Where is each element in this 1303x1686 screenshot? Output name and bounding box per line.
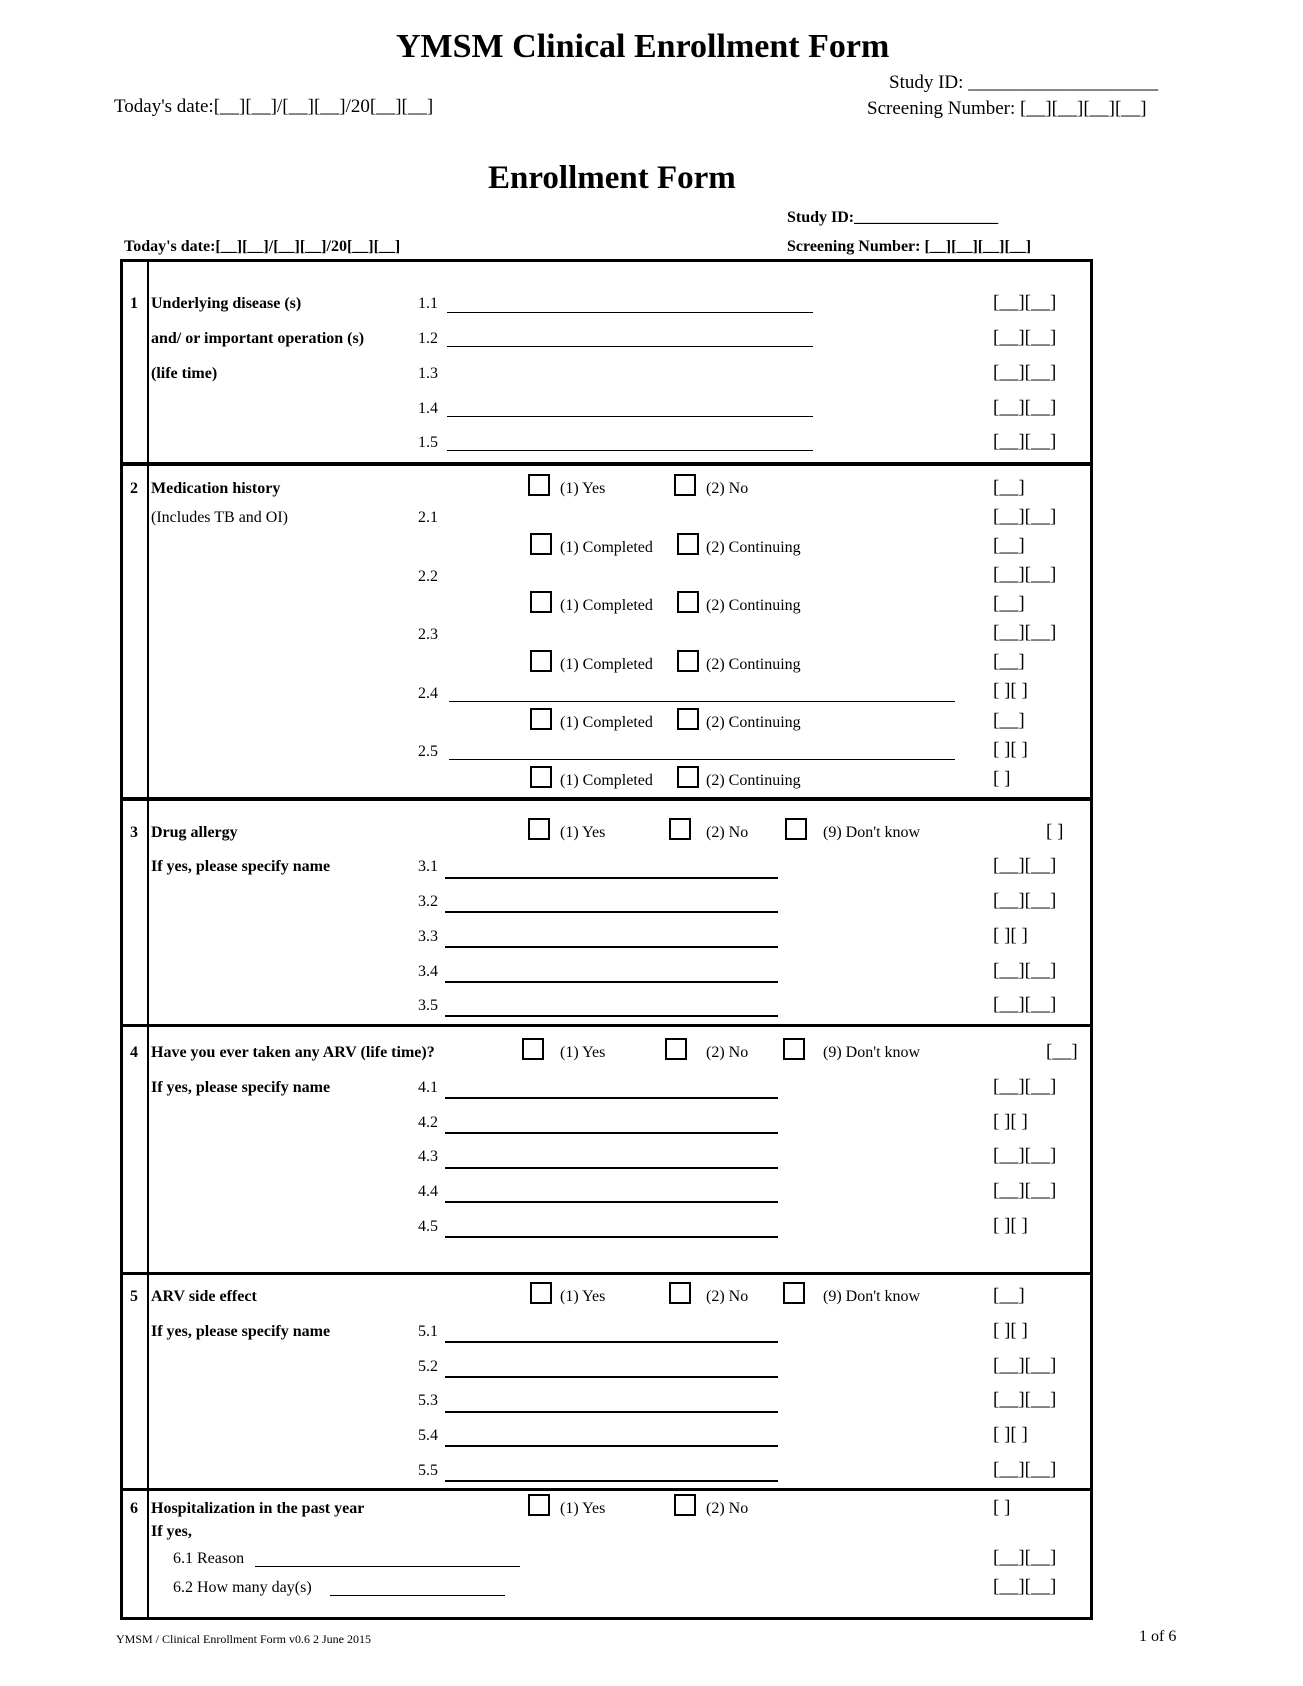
code-box[interactable]: [__][__] [993, 1180, 1057, 1201]
option-label: (1) Completed [560, 656, 653, 673]
item-number: 2.1 [418, 509, 438, 526]
code-box[interactable]: [__][__] [993, 890, 1057, 911]
item-5-2-field[interactable] [445, 1376, 778, 1378]
option-label: (1) Yes [560, 1044, 606, 1061]
section-number: 5 [130, 1288, 138, 1305]
code-box[interactable]: [__][__] [993, 292, 1057, 313]
section-number: 1 [130, 295, 138, 312]
item-number: 3.4 [418, 963, 438, 980]
section-label: Have you ever taken any ARV (life time)? [151, 1044, 435, 1061]
item-1-2-field[interactable] [447, 346, 813, 347]
code-box[interactable]: [ ] [993, 768, 1011, 789]
item-number: 1.4 [418, 400, 438, 417]
option-label: (1) Completed [560, 714, 653, 731]
code-box[interactable]: [__][__] [993, 564, 1057, 585]
continuing-checkbox[interactable] [677, 766, 699, 788]
section-number: 3 [130, 824, 138, 841]
code-box[interactable]: [__][__] [993, 431, 1057, 452]
page-number: 1 of 6 [1139, 1628, 1177, 1645]
item-3-2-field[interactable] [445, 911, 778, 913]
item-number: 1.5 [418, 434, 438, 451]
form-screening-number[interactable]: Screening Number: [__][__][__][__] [787, 238, 1032, 255]
section-label: ARV side effect [151, 1288, 257, 1305]
item-number: 2.4 [418, 685, 438, 702]
item-label: 6.2 How many day(s) [173, 1579, 312, 1596]
code-box[interactable]: [ ][ ] [993, 925, 1028, 946]
option-label: (9) Don't know [823, 1288, 921, 1305]
item-4-5-field[interactable] [445, 1236, 778, 1238]
section-divider [120, 1024, 1093, 1027]
code-box[interactable]: [__][__] [993, 622, 1057, 643]
item-4-2-field[interactable] [445, 1132, 778, 1134]
dont-know-checkbox[interactable] [785, 818, 807, 840]
completed-checkbox[interactable] [530, 591, 552, 613]
section-label: (life time) [151, 365, 218, 382]
code-box[interactable]: [ ][ ] [993, 680, 1028, 701]
option-label: (2) No [706, 480, 749, 497]
item-number: 4.4 [418, 1183, 438, 1200]
completed-checkbox[interactable] [530, 533, 552, 555]
option-label: (1) Yes [560, 1288, 606, 1305]
item-1-4-field[interactable] [447, 416, 813, 417]
code-box[interactable]: [__][__] [993, 960, 1057, 981]
item-3-3-field[interactable] [445, 946, 778, 948]
continuing-checkbox[interactable] [677, 591, 699, 613]
item-number: 1.2 [418, 330, 438, 347]
code-box[interactable]: [__] [993, 651, 1025, 672]
item-number: 4.1 [418, 1079, 438, 1096]
item-number: 5.5 [418, 1462, 438, 1479]
item-label: 6.1 Reason [173, 1550, 245, 1567]
footer-version: YMSM / Clinical Enrollment Form v0.6 2 June 2015 [116, 1632, 371, 1646]
option-label: (1) Completed [560, 772, 653, 789]
option-label: (2) Continuing [706, 714, 801, 731]
document-title: YMSM Clinical Enrollment Form [396, 28, 890, 65]
item-number: 3.3 [418, 928, 438, 945]
item-4-3-field[interactable] [445, 1167, 778, 1169]
item-number: 5.4 [418, 1427, 438, 1444]
section-label: If yes, please specify name [151, 858, 331, 875]
code-box[interactable]: [__] [993, 477, 1025, 498]
section-label: If yes, please specify name [151, 1323, 331, 1340]
code-box[interactable]: [__][__] [993, 1576, 1057, 1597]
section-number: 6 [130, 1500, 138, 1517]
section-number: 4 [130, 1044, 138, 1061]
option-label: (2) No [706, 824, 749, 841]
continuing-checkbox[interactable] [677, 650, 699, 672]
continuing-checkbox[interactable] [677, 708, 699, 730]
completed-checkbox[interactable] [530, 650, 552, 672]
section-number: 2 [130, 480, 138, 497]
code-box[interactable]: [__] [993, 710, 1025, 731]
code-box[interactable]: [ ][ ] [993, 739, 1028, 760]
option-label: (2) Continuing [706, 656, 801, 673]
dont-know-checkbox[interactable] [783, 1038, 805, 1060]
form-study-id[interactable]: Study ID:__________________ [787, 209, 999, 226]
item-number: 2.5 [418, 743, 438, 760]
answer-code-box[interactable]: [ ] [1046, 821, 1064, 842]
code-box[interactable]: [__][__] [993, 1459, 1057, 1480]
continuing-checkbox[interactable] [677, 533, 699, 555]
section-divider [120, 462, 1093, 466]
section-divider [120, 797, 1093, 801]
item-number: 5.3 [418, 1392, 438, 1409]
item-2-4-field[interactable] [449, 701, 955, 702]
option-label: (2) Continuing [706, 597, 801, 614]
no-checkbox[interactable] [674, 1494, 696, 1516]
no-checkbox[interactable] [665, 1038, 687, 1060]
section-label: If yes, [151, 1523, 192, 1540]
option-label: (2) No [706, 1500, 749, 1517]
no-checkbox[interactable] [669, 818, 691, 840]
item-number: 2.2 [418, 568, 438, 585]
form-todays-date[interactable]: Today's date:[__][__]/[__][__]/20[__][__] [124, 238, 401, 255]
code-box[interactable]: [ ][ ] [993, 1424, 1028, 1445]
code-box[interactable]: [__][__] [993, 1076, 1057, 1097]
code-box[interactable]: [__] [993, 593, 1025, 614]
item-2-5-field[interactable] [449, 759, 955, 760]
item-number: 3.2 [418, 893, 438, 910]
yes-checkbox[interactable] [528, 818, 550, 840]
no-checkbox[interactable] [674, 474, 696, 496]
section-divider [120, 1488, 1093, 1491]
code-box[interactable]: [__][__] [993, 1389, 1057, 1410]
code-box[interactable]: [ ][ ] [993, 1215, 1028, 1236]
item-3-5-field[interactable] [445, 1015, 778, 1017]
code-box[interactable]: [__][__] [993, 855, 1057, 876]
item-3-4-field[interactable] [445, 981, 778, 983]
option-label: (2) Continuing [706, 539, 801, 556]
section-label: Drug allergy [151, 824, 238, 841]
header-study-id[interactable]: Study ID: ____________________ [889, 72, 1159, 93]
option-label: (1) Yes [560, 1500, 606, 1517]
item-1-5-field[interactable] [447, 450, 813, 451]
code-box[interactable]: [__][__] [993, 994, 1057, 1015]
yes-checkbox[interactable] [528, 1494, 550, 1516]
code-box[interactable]: [__][__] [993, 506, 1057, 527]
item-number: 2.3 [418, 626, 438, 643]
section-label: Underlying disease (s) [151, 295, 302, 312]
table-bottom-border [120, 1617, 1093, 1620]
answer-code-box[interactable]: [__] [1046, 1041, 1078, 1062]
item-number: 3.5 [418, 997, 438, 1014]
section-label: Hospitalization in the past year [151, 1500, 365, 1517]
item-number: 4.3 [418, 1148, 438, 1165]
item-5-1-field[interactable] [445, 1341, 778, 1343]
header-screening-number[interactable]: Screening Number: [__][__][__][__] [867, 98, 1147, 119]
yes-checkbox[interactable] [528, 474, 550, 496]
code-box[interactable]: [__] [993, 535, 1025, 556]
item-4-1-field[interactable] [445, 1097, 778, 1099]
item-number: 5.1 [418, 1323, 438, 1340]
yes-checkbox[interactable] [522, 1038, 544, 1060]
section-divider [120, 1272, 1093, 1275]
code-box[interactable]: [ ][ ] [993, 1111, 1028, 1132]
yes-checkbox[interactable] [530, 1282, 552, 1304]
option-label: (1) Yes [560, 480, 606, 497]
reason-field[interactable] [255, 1566, 520, 1567]
item-1-1-field[interactable] [447, 312, 813, 313]
code-box[interactable]: [__][__] [993, 1145, 1057, 1166]
code-box[interactable]: [__][__] [993, 1355, 1057, 1376]
item-number: 4.5 [418, 1218, 438, 1235]
section-label: Medication history [151, 480, 281, 497]
option-label: (1) Completed [560, 597, 653, 614]
code-box[interactable]: [__][__] [993, 1547, 1057, 1568]
option-label: (1) Yes [560, 824, 606, 841]
item-number: 1.3 [418, 365, 438, 382]
dont-know-checkbox[interactable] [783, 1282, 805, 1304]
option-label: (2) No [706, 1288, 749, 1305]
section-label: (Includes TB and OI) [151, 509, 288, 526]
code-box[interactable]: [__][__] [993, 327, 1057, 348]
code-box[interactable]: [ ][ ] [993, 1320, 1028, 1341]
days-field[interactable] [330, 1595, 505, 1596]
item-number: 3.1 [418, 858, 438, 875]
item-number: 1.1 [418, 295, 438, 312]
item-5-3-field[interactable] [445, 1411, 778, 1413]
no-checkbox[interactable] [669, 1282, 691, 1304]
item-number: 4.2 [418, 1114, 438, 1131]
table-top-border [120, 259, 1093, 262]
code-box[interactable]: [__][__] [993, 362, 1057, 383]
item-number: 5.2 [418, 1358, 438, 1375]
code-box[interactable]: [__][__] [993, 397, 1057, 418]
answer-code-box[interactable]: [__] [993, 1285, 1025, 1306]
item-3-1-field[interactable] [445, 877, 778, 879]
item-5-4-field[interactable] [445, 1445, 778, 1447]
option-label: (1) Completed [560, 539, 653, 556]
item-5-5-field[interactable] [445, 1480, 778, 1482]
section-label: and/ or important operation (s) [151, 330, 365, 347]
option-label: (2) Continuing [706, 772, 801, 789]
form-title: Enrollment Form [488, 160, 736, 196]
header-todays-date[interactable]: Today's date:[__][__]/[__][__]/20[__][__] [114, 96, 434, 117]
section-label: If yes, please specify name [151, 1079, 331, 1096]
answer-code-box[interactable]: [ ] [993, 1497, 1011, 1518]
completed-checkbox[interactable] [530, 708, 552, 730]
option-label: (9) Don't know [823, 824, 921, 841]
option-label: (2) No [706, 1044, 749, 1061]
item-4-4-field[interactable] [445, 1201, 778, 1203]
option-label: (9) Don't know [823, 1044, 921, 1061]
completed-checkbox[interactable] [530, 766, 552, 788]
